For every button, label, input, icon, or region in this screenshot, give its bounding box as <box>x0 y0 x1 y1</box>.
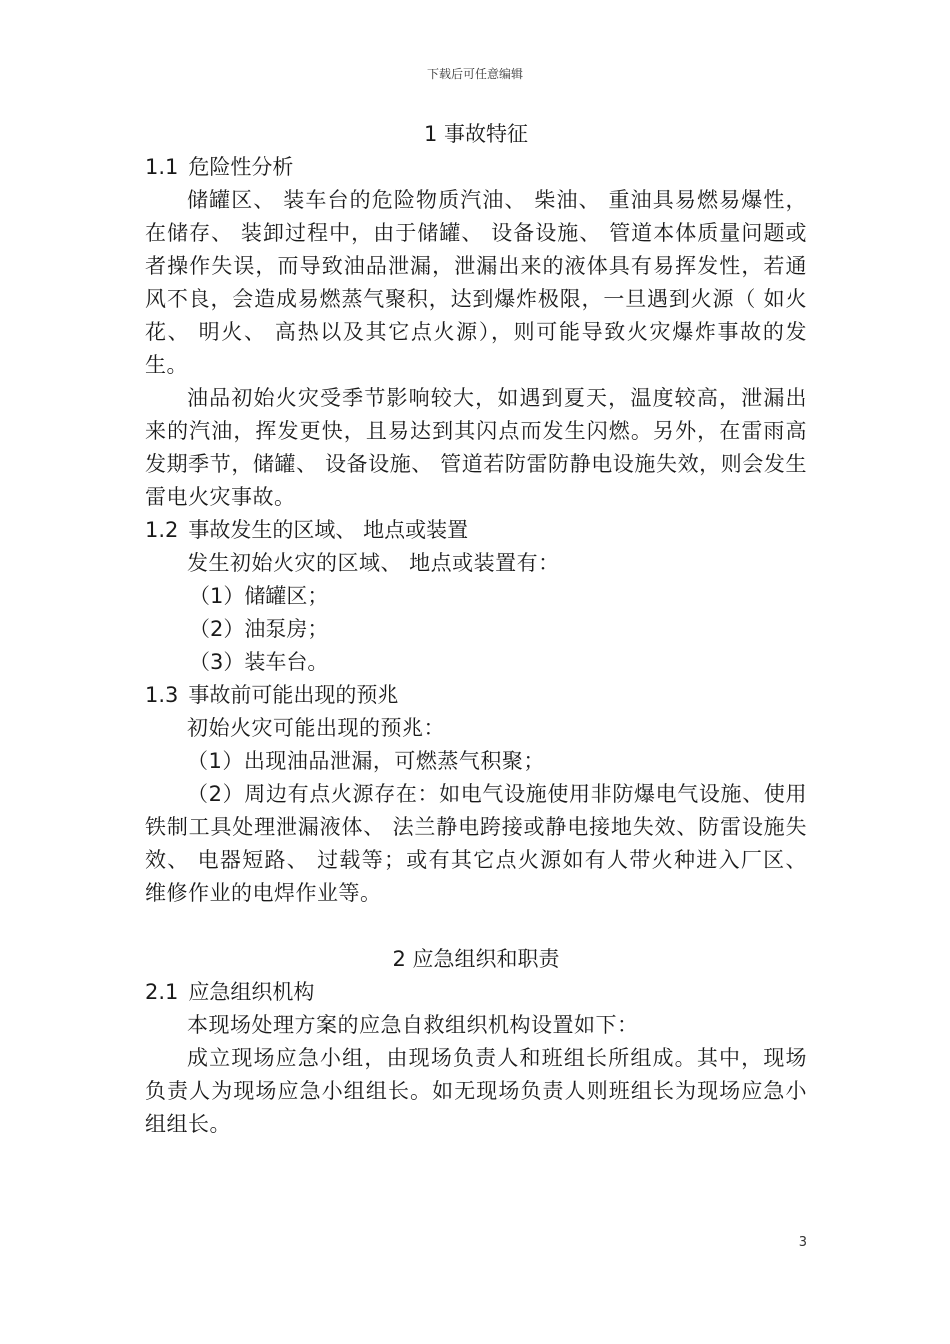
paragraph: 本现场处理方案的应急自救组织机构设置如下： <box>187 1013 639 1037</box>
paragraph: 成立现场应急小组，由现场负责人和班组长所组成。其中，现场负责人为现场应急小组组长。如无现场负责人则班组长为现场应急小组组长。 <box>145 1046 807 1136</box>
subsection-title: 事故前可能出现的预兆 <box>188 683 399 707</box>
paragraph: （2）周边有点火源存在：如电气设施使用非防爆电气设施、使用铁制工具处理泄漏液体、 法兰静电跨接或静电接地失效、防雷设施失效、 电器短路、 过载等；或有其它点火源如有人带火种进入厂区、 维修作业的电焊作业等。 <box>145 782 807 905</box>
paragraph: 油品初始火灾受季节影响较大，如遇到夏天，温度较高，泄漏出来的汽油，挥发更快，且易达到其闪点而发生闪燃。另外，在雷雨高发期季节，储罐、 设备设施、 管道若防雷防静电设施失效，则会发生雷电火灾事故。 <box>145 386 807 509</box>
paragraph: 发生初始火灾的区域、 地点或装置有： <box>187 551 560 575</box>
subsection-title: 事故发生的区域、 地点或装置 <box>188 518 469 542</box>
paragraph: （1）出现油品泄漏，可燃蒸气积聚； <box>187 749 545 773</box>
paragraph: 初始火灾可能出现的预兆： <box>187 716 445 740</box>
paragraph: 储罐区、 装车台的危险物质汽油、 柴油、 重油具易燃易爆性，在储存、 装卸过程中，由于储罐、 设备设施、 管道本体质量问题或者操作失误，而导致油品泄漏，泄漏出来的液体具有易挥发性，若通风不良，会造成易燃蒸气聚积，达到爆炸极限，一旦遇到火源（ 如火花、 明火、 高热以及其它点火源），则可能导致火灾爆炸事故的发生。 <box>145 188 807 377</box>
subsection-title: 危险性分析 <box>188 155 294 179</box>
subsection-number: 1.1 <box>145 155 179 179</box>
section-spacer <box>145 910 807 943</box>
page-number: 3 <box>798 1235 807 1250</box>
subsection-1-1-heading <box>145 151 807 184</box>
subsection-1-3-heading <box>145 679 807 712</box>
list-item: （3）装车台。 <box>189 650 329 674</box>
section-2-title: 2 应急组织和职责 <box>392 947 560 971</box>
subsection-2-1-heading <box>145 976 807 1009</box>
subsection-number: 1.3 <box>145 683 179 707</box>
document-body <box>145 118 807 1141</box>
subsection-1-2-heading <box>145 514 807 547</box>
list-item: （1）储罐区； <box>189 584 329 608</box>
subsection-number: 2.1 <box>145 980 179 1004</box>
section-1-title: 1 事故特征 <box>423 122 529 146</box>
list-item: （2）油泵房； <box>189 617 329 641</box>
page-header: 下载后可任意编辑 <box>426 67 523 81</box>
subsection-number: 1.2 <box>145 518 179 542</box>
subsection-title: 应急组织机构 <box>188 980 315 1004</box>
